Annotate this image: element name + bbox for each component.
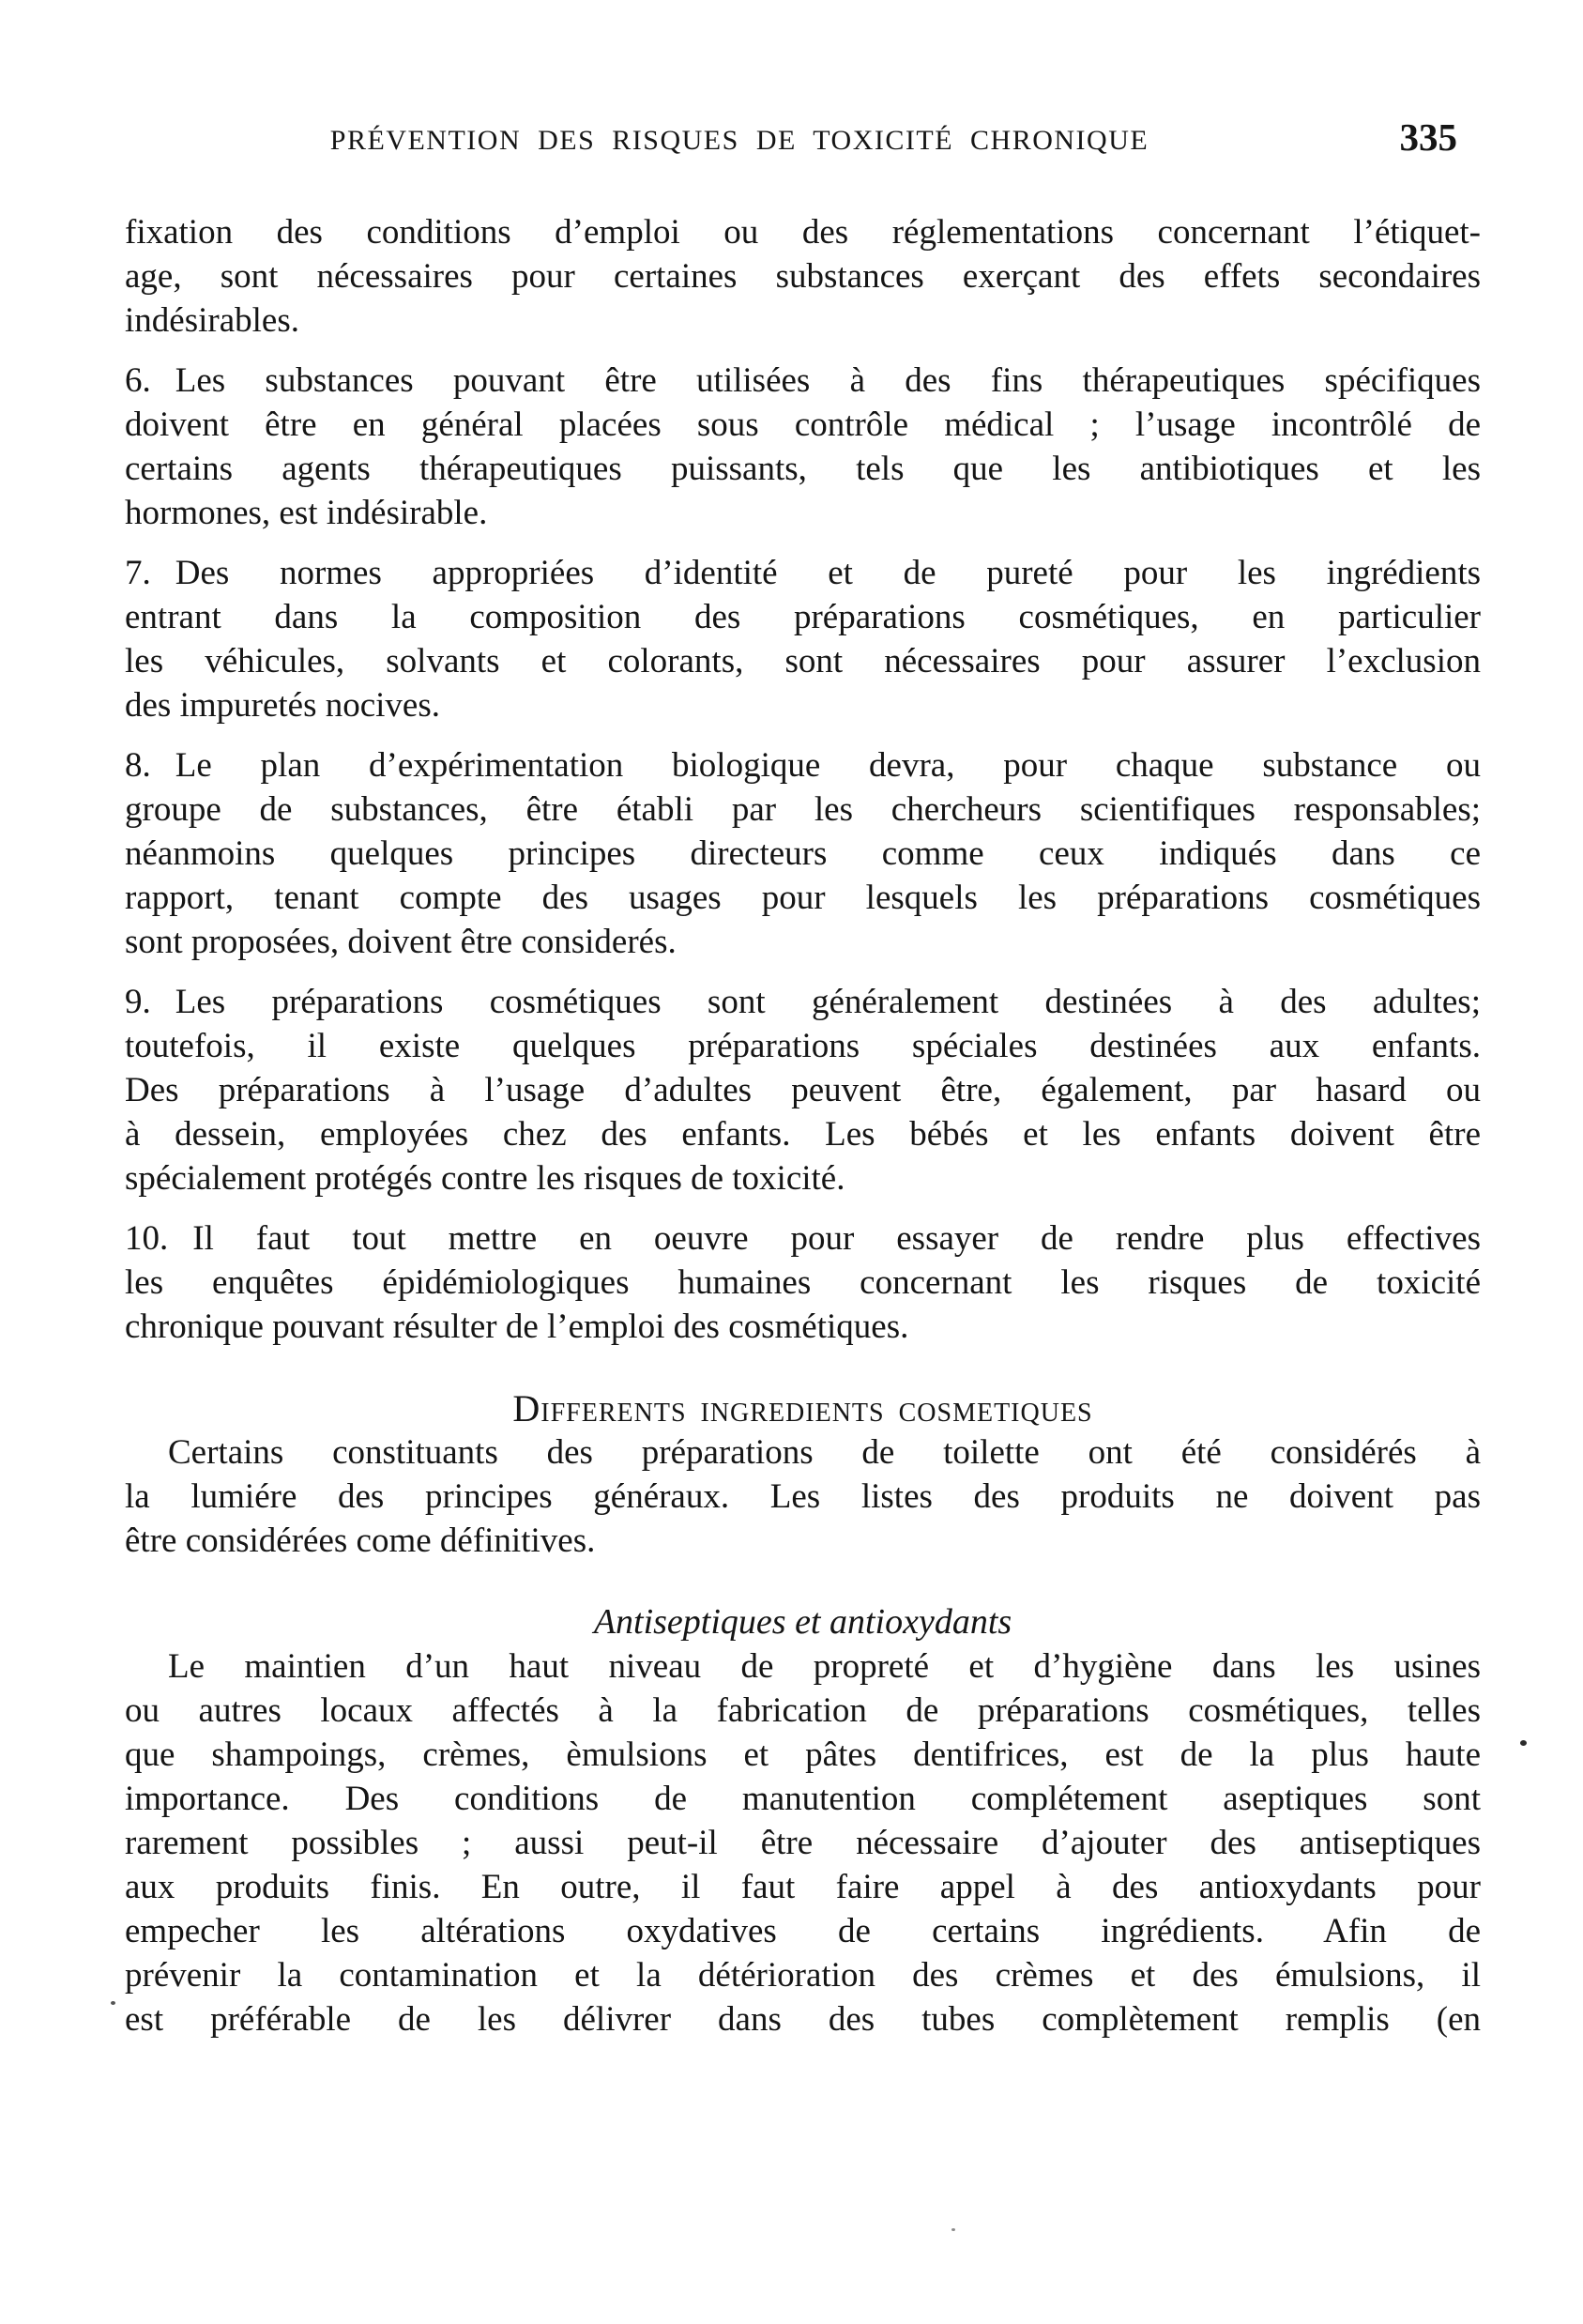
text-line: prévenir la contamination et la détérioration des crèmes et des émulsions, il	[125, 1956, 1481, 1995]
page-number: 335	[1399, 115, 1457, 159]
text-line: 9. Les préparations cosmétiques sont généralement destinées à des adultes;	[125, 983, 1481, 1021]
item-number: 10.	[125, 1219, 169, 1258]
numbered-paragraph	[125, 551, 1481, 727]
text-line: rarement possibles ; aussi peut-il être nécessaire d’ajouter des antiseptiques	[125, 1824, 1481, 1862]
item-number: 9.	[125, 983, 151, 1021]
subsection-heading: Antiseptiques et antioxydants	[593, 1602, 1012, 1642]
numbered-paragraph	[125, 1216, 1481, 1349]
paragraph	[125, 1644, 1481, 2041]
text-line: les véhicules, solvants et colorants, sont nécessaires pour assurer l’exclusion	[125, 642, 1481, 680]
text-line: les enquêtes épidémiologiques humaines concernant les risques de toxicité	[125, 1263, 1481, 1302]
text-line: est préférable de les délivrer dans des tubes complètement remplis (en	[125, 2000, 1481, 2039]
text-line: 7. Des normes appropriées d’identité et de pureté pour les ingrédients	[125, 554, 1481, 592]
text-line: fixation des conditions d’emploi ou des réglementations concernant l’étiquet-	[125, 213, 1481, 252]
text-line: 10. Il faut tout mettre en oeuvre pour essayer de rendre plus effectives	[125, 1219, 1481, 1258]
text-line: Certains constituants des préparations de toilette ont été considérés à	[168, 1433, 1481, 1472]
text-line: ou autres locaux affectés à la fabrication de préparations cosmétiques, telles	[125, 1691, 1481, 1730]
text-line: des impuretés nocives.	[125, 686, 440, 725]
text-line: chronique pouvant résulter de l’emploi des cosmétiques.	[125, 1307, 909, 1346]
text-line: 8. Le plan d’expérimentation biologique devra, pour chaque substance ou	[125, 746, 1481, 785]
numbered-paragraph	[125, 980, 1481, 1200]
text-line: doivent être en général placées sous contrôle médical ; l’usage incontrôlé de	[125, 405, 1481, 444]
text-line: néanmoins quelques principes directeurs comme ceux indiqués dans ce	[125, 834, 1481, 873]
numbered-paragraph	[125, 743, 1481, 964]
text-line: Des préparations à l’usage d’adultes peuvent être, également, par hasard ou	[125, 1071, 1481, 1109]
text-line: rapport, tenant compte des usages pour lesquels les préparations cosmétiques	[125, 879, 1481, 917]
text-line: indésirables.	[125, 301, 299, 340]
page-content	[125, 210, 1481, 2041]
section-heading: Differents ingredients cosmetiques	[512, 1387, 1093, 1430]
text-line: Le maintien d’un haut niveau de propreté et d’hygiène dans les usines	[168, 1647, 1481, 1686]
scan-speck	[951, 2228, 955, 2231]
text-line: à dessein, employées chez des enfants. Les bébés et les enfants doivent être	[125, 1115, 1481, 1154]
numbered-paragraph	[125, 359, 1481, 535]
text-line: 6. Les substances pouvant être utilisées à des fins thérapeutiques spécifiques	[125, 361, 1481, 400]
item-number: 6.	[125, 361, 151, 400]
text-line: certains agents thérapeutiques puissants, tels que les antibiotiques et les	[125, 450, 1481, 488]
paragraph	[125, 210, 1481, 343]
text-line: toutefois, il existe quelques préparations spéciales destinées aux enfants.	[125, 1027, 1481, 1065]
running-head: PRÉVENTION DES RISQUES DE TOXICITÉ CHRONIQUE	[329, 125, 1149, 156]
text-line: aux produits finis. En outre, il faut faire appel à des antioxydants pour	[125, 1868, 1481, 1906]
item-number: 8.	[125, 746, 151, 785]
scan-speck	[111, 2001, 115, 2005]
text-line: que shampoings, crèmes, èmulsions et pâtes dentifrices, est de la plus haute	[125, 1735, 1481, 1774]
text-line: être considérées come définitives.	[125, 1521, 596, 1560]
item-number: 7.	[125, 554, 151, 592]
paragraph	[125, 1430, 1481, 1563]
text-line: age, sont nécessaires pour certaines substances exerçant des effets secondaires	[125, 257, 1481, 296]
text-line: sont proposées, doivent être considerés.	[125, 923, 677, 961]
text-line: groupe de substances, être établi par les chercheurs scientifiques responsables;	[125, 790, 1481, 829]
text-line: importance. Des conditions de manutention complétement aseptiques sont	[125, 1780, 1481, 1818]
text-line: la lumiére des principes généraux. Les listes des produits ne doivent pas	[125, 1477, 1481, 1516]
text-line: spécialement protégés contre les risques de toxicité.	[125, 1159, 845, 1198]
text-line: entrant dans la composition des préparations cosmétiques, en particulier	[125, 598, 1481, 636]
scan-speck	[1520, 1740, 1527, 1746]
text-line: hormones, est indésirable.	[125, 494, 488, 532]
text-line: empecher les altérations oxydatives de certains ingrédients. Afin de	[125, 1912, 1481, 1950]
